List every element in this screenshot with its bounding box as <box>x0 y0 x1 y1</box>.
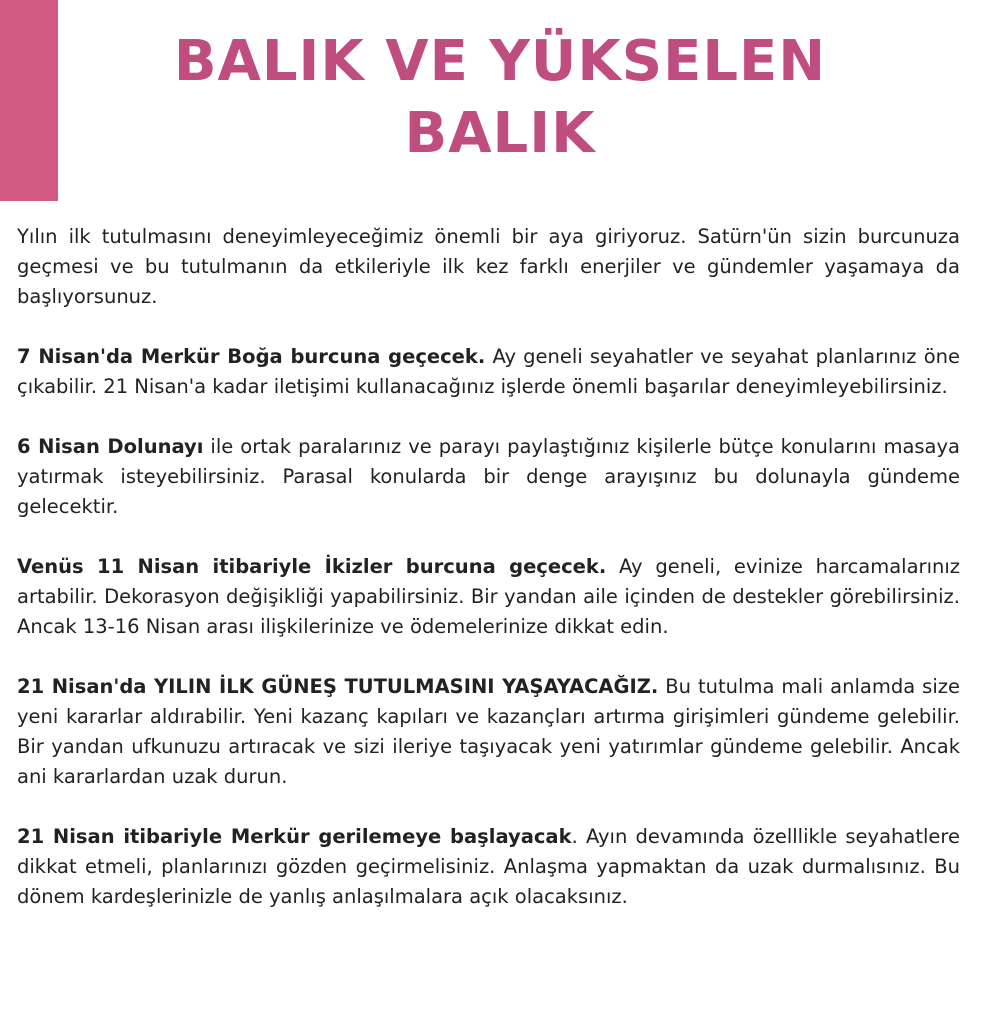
paragraph-text: Ay geneli, evinize harcamalarınız artabilir. Dekorasyon değişikliği yapabilirsiniz. Bir yandan aile içinden de destekler görebilirsiniz. Ancak 13-16 Nisan arası ilişkilerinize ve ödemelerinize dikkat edin. <box>17 555 960 638</box>
page-title <box>70 26 930 170</box>
paragraph-text: Bu tutulma mali anlamda size yeni kararlar aldırabilir. Yeni kazanç kapıları ve kazançları artırma girişimleri gündeme gelebilir. Bir yandan ufkunuzu artıracak ve sizi ileriye taşıyacak yeni yatırımlar gündeme gelebilir. Ancak ani kararlardan uzak durun. <box>17 675 960 788</box>
paragraph-tutulma <box>17 672 960 792</box>
paragraph-lead: Venüs 11 Nisan itibariyle İkizler burcuna geçecek. <box>17 555 607 578</box>
paragraph-intro <box>17 222 960 312</box>
paragraph-merkur-retro <box>17 822 960 912</box>
paragraph-merkur-boga <box>17 342 960 402</box>
paragraph-lead: 7 Nisan'da Merkür Boğa burcuna geçecek. <box>17 345 486 368</box>
title-line-2: BALIK <box>404 101 596 166</box>
paragraph-text: Ay geneli seyahatler ve seyahat planlarınız öne çıkabilir. 21 Nisan'a kadar iletişimi kullanacağınız işlerde önemli başarılar deneyimleyebilirsiniz. <box>17 345 960 398</box>
paragraph-lead: 21 Nisan itibariyle Merkür gerilemeye başlayacak <box>17 825 572 848</box>
paragraph-venus <box>17 552 960 642</box>
accent-bar <box>0 0 58 201</box>
paragraph-lead: 21 Nisan'da YILIN İLK GÜNEŞ TUTULMASINI YAŞAYACAĞIZ. <box>17 675 659 698</box>
paragraph-text: . Ayın devamında özelllikle seyahatlere dikkat etmeli, planlarınızı gözden geçirmelisiniz. Anlaşma yapmaktan da uzak durmalısınız. Bu dönem kardeşlerinizle de yanlış anlaşılmalara açık olacaksınız. <box>17 825 961 908</box>
paragraph-lead: 6 Nisan Dolunayı <box>17 435 204 458</box>
paragraph-text: ile ortak paralarınız ve parayı paylaştığınız kişilerle bütçe konularını masaya yatırmak isteyebilirsiniz. Parasal konularda bir denge arayışınız bu dolunayla gündeme gelecektir. <box>17 435 960 518</box>
paragraph-dolunay <box>17 432 960 522</box>
title-line-1: BALIK VE YÜKSELEN <box>173 29 827 94</box>
article-body <box>17 222 960 942</box>
paragraph-text: Yılın ilk tutulmasını deneyimleyeceğimiz önemli bir aya giriyoruz. Satürn'ün sizin burcunuza geçmesi ve bu tutulmanın da etkileriyle ilk kez farklı enerjiler ve gündemler yaşamaya da başlıyorsunuz. <box>17 225 960 308</box>
